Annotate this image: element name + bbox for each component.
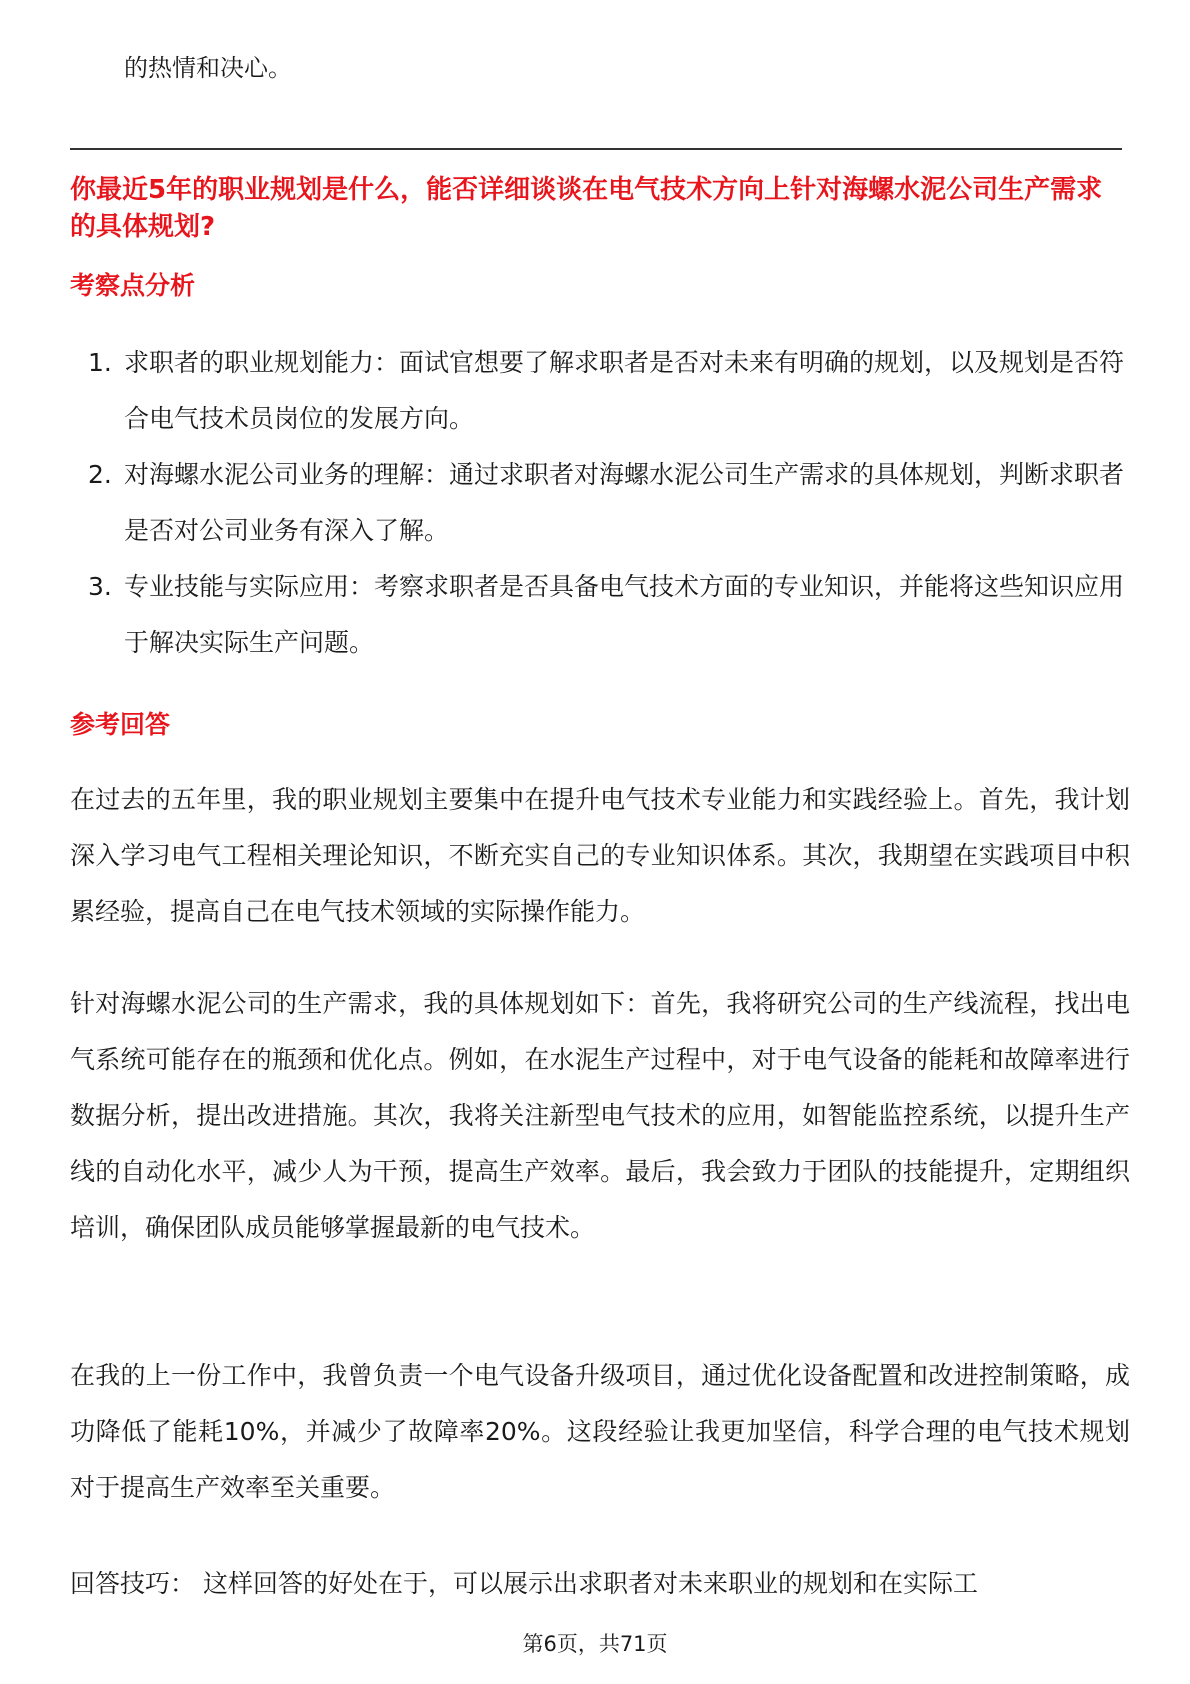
analysis-list [70, 335, 1130, 671]
list-item [70, 447, 1130, 559]
list-item [70, 335, 1130, 447]
list-item-text: 求职者的职业规划能力：面试官想要了解求职者是否对未来有明确的规划，以及规划是否符合电气技术员岗位的发展方向。 [124, 348, 1125, 433]
list-item-text: 专业技能与实际应用：考察求职者是否具备电气技术方面的专业知识，并能将这些知识应用于解决实际生产问题。 [124, 572, 1125, 657]
answer-paragraph: 在过去的五年里，我的职业规划主要集中在提升电气技术专业能力和实践经验上。首先，我计划深入学习电气工程相关理论知识，不断充实自己的专业知识体系。其次，我期望在实践项目中积累经验，提高自己在电气技术领域的实际操作能力。 [70, 785, 1130, 926]
section-divider [70, 148, 1122, 150]
list-item-text: 对海螺水泥公司业务的理解：通过求职者对海螺水泥公司生产需求的具体规划，判断求职者是否对公司业务有深入了解。 [124, 460, 1125, 545]
answer-paragraph: 在我的上一份工作中，我曾负责一个电气设备升级项目，通过优化设备配置和改进控制策略，成功降低了能耗10%，并减少了故障率20%。这段经验让我更加坚信，科学合理的电气技术规划对于提高生产效率至关重要。 [70, 1361, 1130, 1502]
previous-paragraph-continuation: 的热情和决心。 [124, 54, 292, 82]
answer-paragraph: 针对海螺水泥公司的生产需求，我的具体规划如下：首先，我将研究公司的生产线流程，找出电气系统可能存在的瓶颈和优化点。例如，在水泥生产过程中，对于电气设备的能耗和故障率进行数据分析，提出改进措施。其次，我将关注新型电气技术的应用，如智能监控系统，以提升生产线的自动化水平，减少人为干预，提高生产效率。最后，我会致力于团队的技能提升，定期组织培训，确保团队成员能够掌握最新的电气技术。 [70, 989, 1130, 1242]
interview-question: 你最近5年的职业规划是什么，能否详细谈谈在电气技术方向上针对海螺水泥公司生产需求的具体规划? [70, 175, 1103, 242]
answer-heading: 参考回答 [70, 710, 171, 739]
list-item-number: 1. [88, 348, 112, 377]
analysis-heading: 考察点分析 [70, 271, 196, 300]
list-item-number: 3. [88, 572, 112, 601]
list-item-number: 2. [88, 460, 112, 489]
answer-tips-paragraph: 回答技巧： 这样回答的好处在于，可以展示出求职者对未来职业的规划和在实际工 [70, 1569, 978, 1598]
list-item [70, 559, 1130, 671]
page-number-footer: 第6页，共71页 [522, 1632, 668, 1656]
